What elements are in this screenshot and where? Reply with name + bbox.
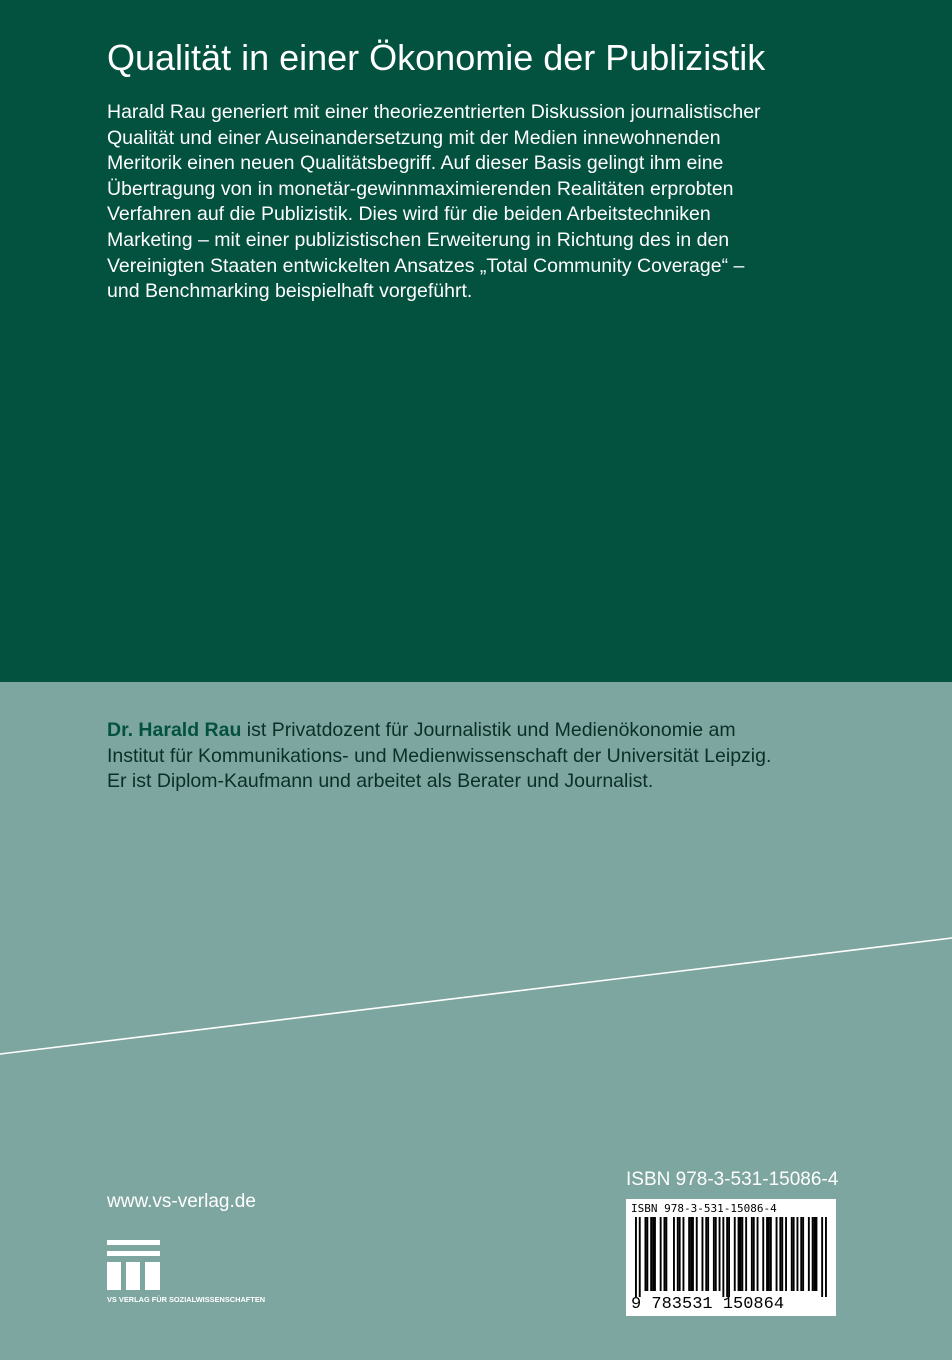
barcode-bar <box>812 1217 814 1291</box>
barcode-bar <box>673 1217 675 1291</box>
barcode-bar <box>719 1217 721 1291</box>
author-name: Dr. Harald Rau <box>107 719 242 741</box>
barcode-bar <box>677 1217 679 1291</box>
description-line: Qualität und einer Auseinandersetzung mit der Medien innewohnenden <box>107 126 721 149</box>
barcode-bar <box>753 1217 755 1291</box>
description-line: und Benchmarking beispielhaft vorgeführt. <box>107 280 473 303</box>
barcode-bar <box>664 1217 666 1291</box>
barcode-isbn-text: ISBN 978-3-531-15086-4 <box>631 1202 777 1215</box>
barcode-bar <box>766 1217 768 1291</box>
barcode-bar <box>707 1217 709 1291</box>
barcode-bar <box>791 1217 793 1291</box>
description-line: Marketing – mit einer publizistischen Erweiterung in Richtung des in den <box>107 228 730 251</box>
barcode-bar <box>762 1217 764 1291</box>
barcode-bar <box>776 1217 778 1291</box>
barcode-bar <box>821 1217 823 1297</box>
barcode-bar <box>728 1217 730 1297</box>
barcode-bar <box>645 1217 647 1291</box>
barcode-bar <box>726 1217 728 1297</box>
barcode-bar <box>690 1217 692 1291</box>
barcode-bar <box>738 1217 740 1291</box>
barcode-bar <box>696 1217 698 1291</box>
barcode-bar <box>635 1217 637 1297</box>
barcode-bar <box>779 1217 781 1291</box>
description-line: Verfahren auf die Publizistik. Dies wird für die beiden Arbeitstechniken <box>107 203 711 226</box>
barcode-bar <box>741 1217 743 1291</box>
barcode-bar <box>705 1217 707 1291</box>
barcode-bar <box>751 1217 753 1291</box>
barcode-bar <box>785 1217 787 1291</box>
barcode-bar <box>715 1217 717 1291</box>
publisher-logo-icon <box>107 1240 160 1290</box>
isbn-number: ISBN 978-3-531-15086-4 <box>626 1169 839 1190</box>
publisher-website: www.vs-verlag.de <box>107 1191 256 1212</box>
barcode-bar <box>679 1217 681 1291</box>
barcode-bar <box>654 1217 656 1291</box>
barcode-bar <box>768 1217 770 1291</box>
barcode-bar <box>825 1217 827 1297</box>
barcode-bar <box>702 1217 704 1291</box>
publisher-logo <box>107 1240 327 1310</box>
barcode-bar <box>646 1217 648 1291</box>
barcode-bar <box>800 1217 802 1291</box>
barcode-bar <box>770 1217 772 1291</box>
description-line: Meritorik einen neuen Qualitätsbegriff. Auf dieser Basis gelingt ihm eine <box>107 152 724 175</box>
barcode-bar <box>808 1217 810 1291</box>
isbn-barcode <box>626 1199 836 1316</box>
barcode-bar <box>802 1217 804 1291</box>
barcode-bar <box>797 1217 799 1291</box>
book-title: Qualität in einer Ökonomie der Publizistik <box>107 37 766 78</box>
author-bio-line: Institut für Kommunikations- und Medienwissenschaft der Universität Leipzig. <box>107 744 772 767</box>
barcode-digits: 9 783531 150864 <box>631 1295 785 1314</box>
barcode-bar <box>722 1217 724 1297</box>
publisher-logo-text: VS VERLAG FÜR SOZIALWISSENSCHAFTEN <box>107 1295 266 1304</box>
barcode-bar <box>683 1217 685 1291</box>
barcode-bar <box>793 1217 795 1291</box>
barcode-bar <box>652 1217 654 1291</box>
barcode-bar <box>734 1217 736 1291</box>
barcode-bar <box>757 1217 759 1291</box>
barcode-bar <box>713 1217 715 1291</box>
barcode-bar <box>814 1217 816 1291</box>
barcode-bar <box>650 1217 652 1291</box>
barcode-bar <box>665 1217 667 1291</box>
barcode-bar <box>740 1217 742 1291</box>
barcode-bar <box>639 1217 641 1297</box>
author-bio-line: Er ist Diplom-Kaufmann und arbeitet als Berater und Journalist. <box>107 770 654 793</box>
barcode-bar <box>781 1217 783 1291</box>
barcode-bar <box>692 1217 694 1291</box>
description-line: Vereinigten Staaten entwickelten Ansatzes „Total Community Coverage“ – <box>107 254 745 277</box>
description-line: Übertragung von in monetär-gewinnmaximierenden Realitäten erprobten <box>107 177 734 200</box>
barcode-bar <box>688 1217 690 1291</box>
barcode-bar <box>745 1217 747 1291</box>
description-line: Harald Rau generiert mit einer theoriezentrierten Diskussion journalistischer <box>107 101 761 123</box>
barcode-bar <box>660 1217 662 1291</box>
author-bio-text: ist Privatdozent für Journalistik und Medienökonomie am <box>241 719 736 741</box>
barcode-bar <box>816 1217 818 1291</box>
